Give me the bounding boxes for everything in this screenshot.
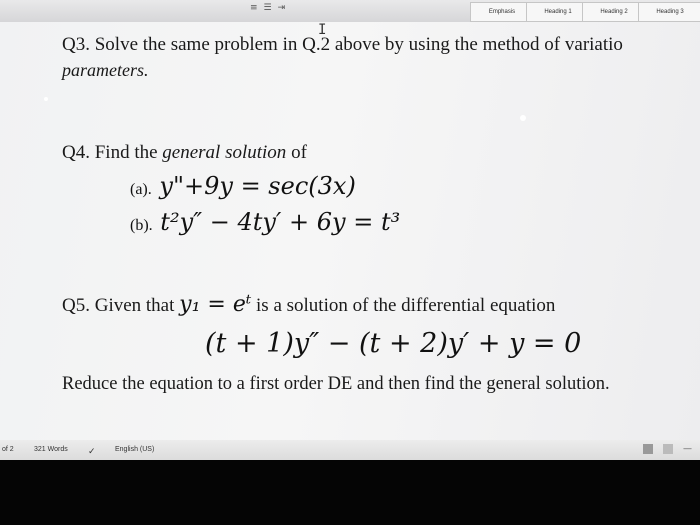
q5-y1-equation: y₁ = eᵗ [179,292,252,317]
screen-bezel [0,460,700,525]
print-layout-icon[interactable] [643,444,653,454]
style-heading-2[interactable]: Heading 2 [582,2,646,22]
document-page[interactable] [0,22,700,440]
q4-b-label: (b). [130,217,153,234]
language[interactable]: English (US) [115,446,155,453]
indent-icon[interactable]: ⇥ [277,3,286,13]
q4-a-equation: y"+9y = sec(3x) [159,172,356,200]
q3-line2: parameters. [62,60,149,80]
q3-line1: Q3. Solve the same problem in Q.2 above by using the method of variatio [62,34,623,55]
q4-part-a [130,172,356,200]
q4-intro [62,142,307,164]
glare-dot [520,115,526,121]
list-icon[interactable]: ☰ [263,3,272,13]
q4-part-b [130,208,400,236]
q4-a-label: (a). [130,181,152,198]
q5-ode: (t + 1)y″ − (t + 2)y′ + y = 0 [205,328,582,359]
text-cursor-icon: I [318,22,327,38]
style-emphasis[interactable]: Emphasis [470,2,534,22]
status-bar [0,440,700,460]
q4-intro-italic: general solution [162,142,287,163]
style-heading-3[interactable]: Heading 3 [638,2,700,22]
q4-b-equation: t²y″ − 4ty′ + 6y = t³ [160,208,401,236]
q5-given [62,292,555,317]
q5-given-end: is a solution of the differential equation [256,295,556,316]
page-count[interactable]: of 2 [2,446,14,453]
glare-dot [44,97,48,101]
word-count[interactable]: 321 Words [34,446,68,453]
align-icon[interactable]: ≡ [250,3,258,13]
proofing-icon[interactable]: ✓ [88,446,96,456]
q4-intro-text: Q4. Find the [62,142,163,163]
q5-given-start: Q5. Given that [62,295,175,316]
q5-reduce: Reduce the equation to a first order DE and then find the general solution. [62,374,610,394]
style-heading-1[interactable]: Heading 1 [526,2,590,22]
web-layout-icon[interactable] [663,444,673,454]
zoom-slider-icon[interactable]: — [683,444,692,454]
q4-intro-end: of [286,142,307,163]
formatting-tools [250,3,285,13]
ribbon-toolbar [0,0,700,22]
view-controls [643,444,692,454]
